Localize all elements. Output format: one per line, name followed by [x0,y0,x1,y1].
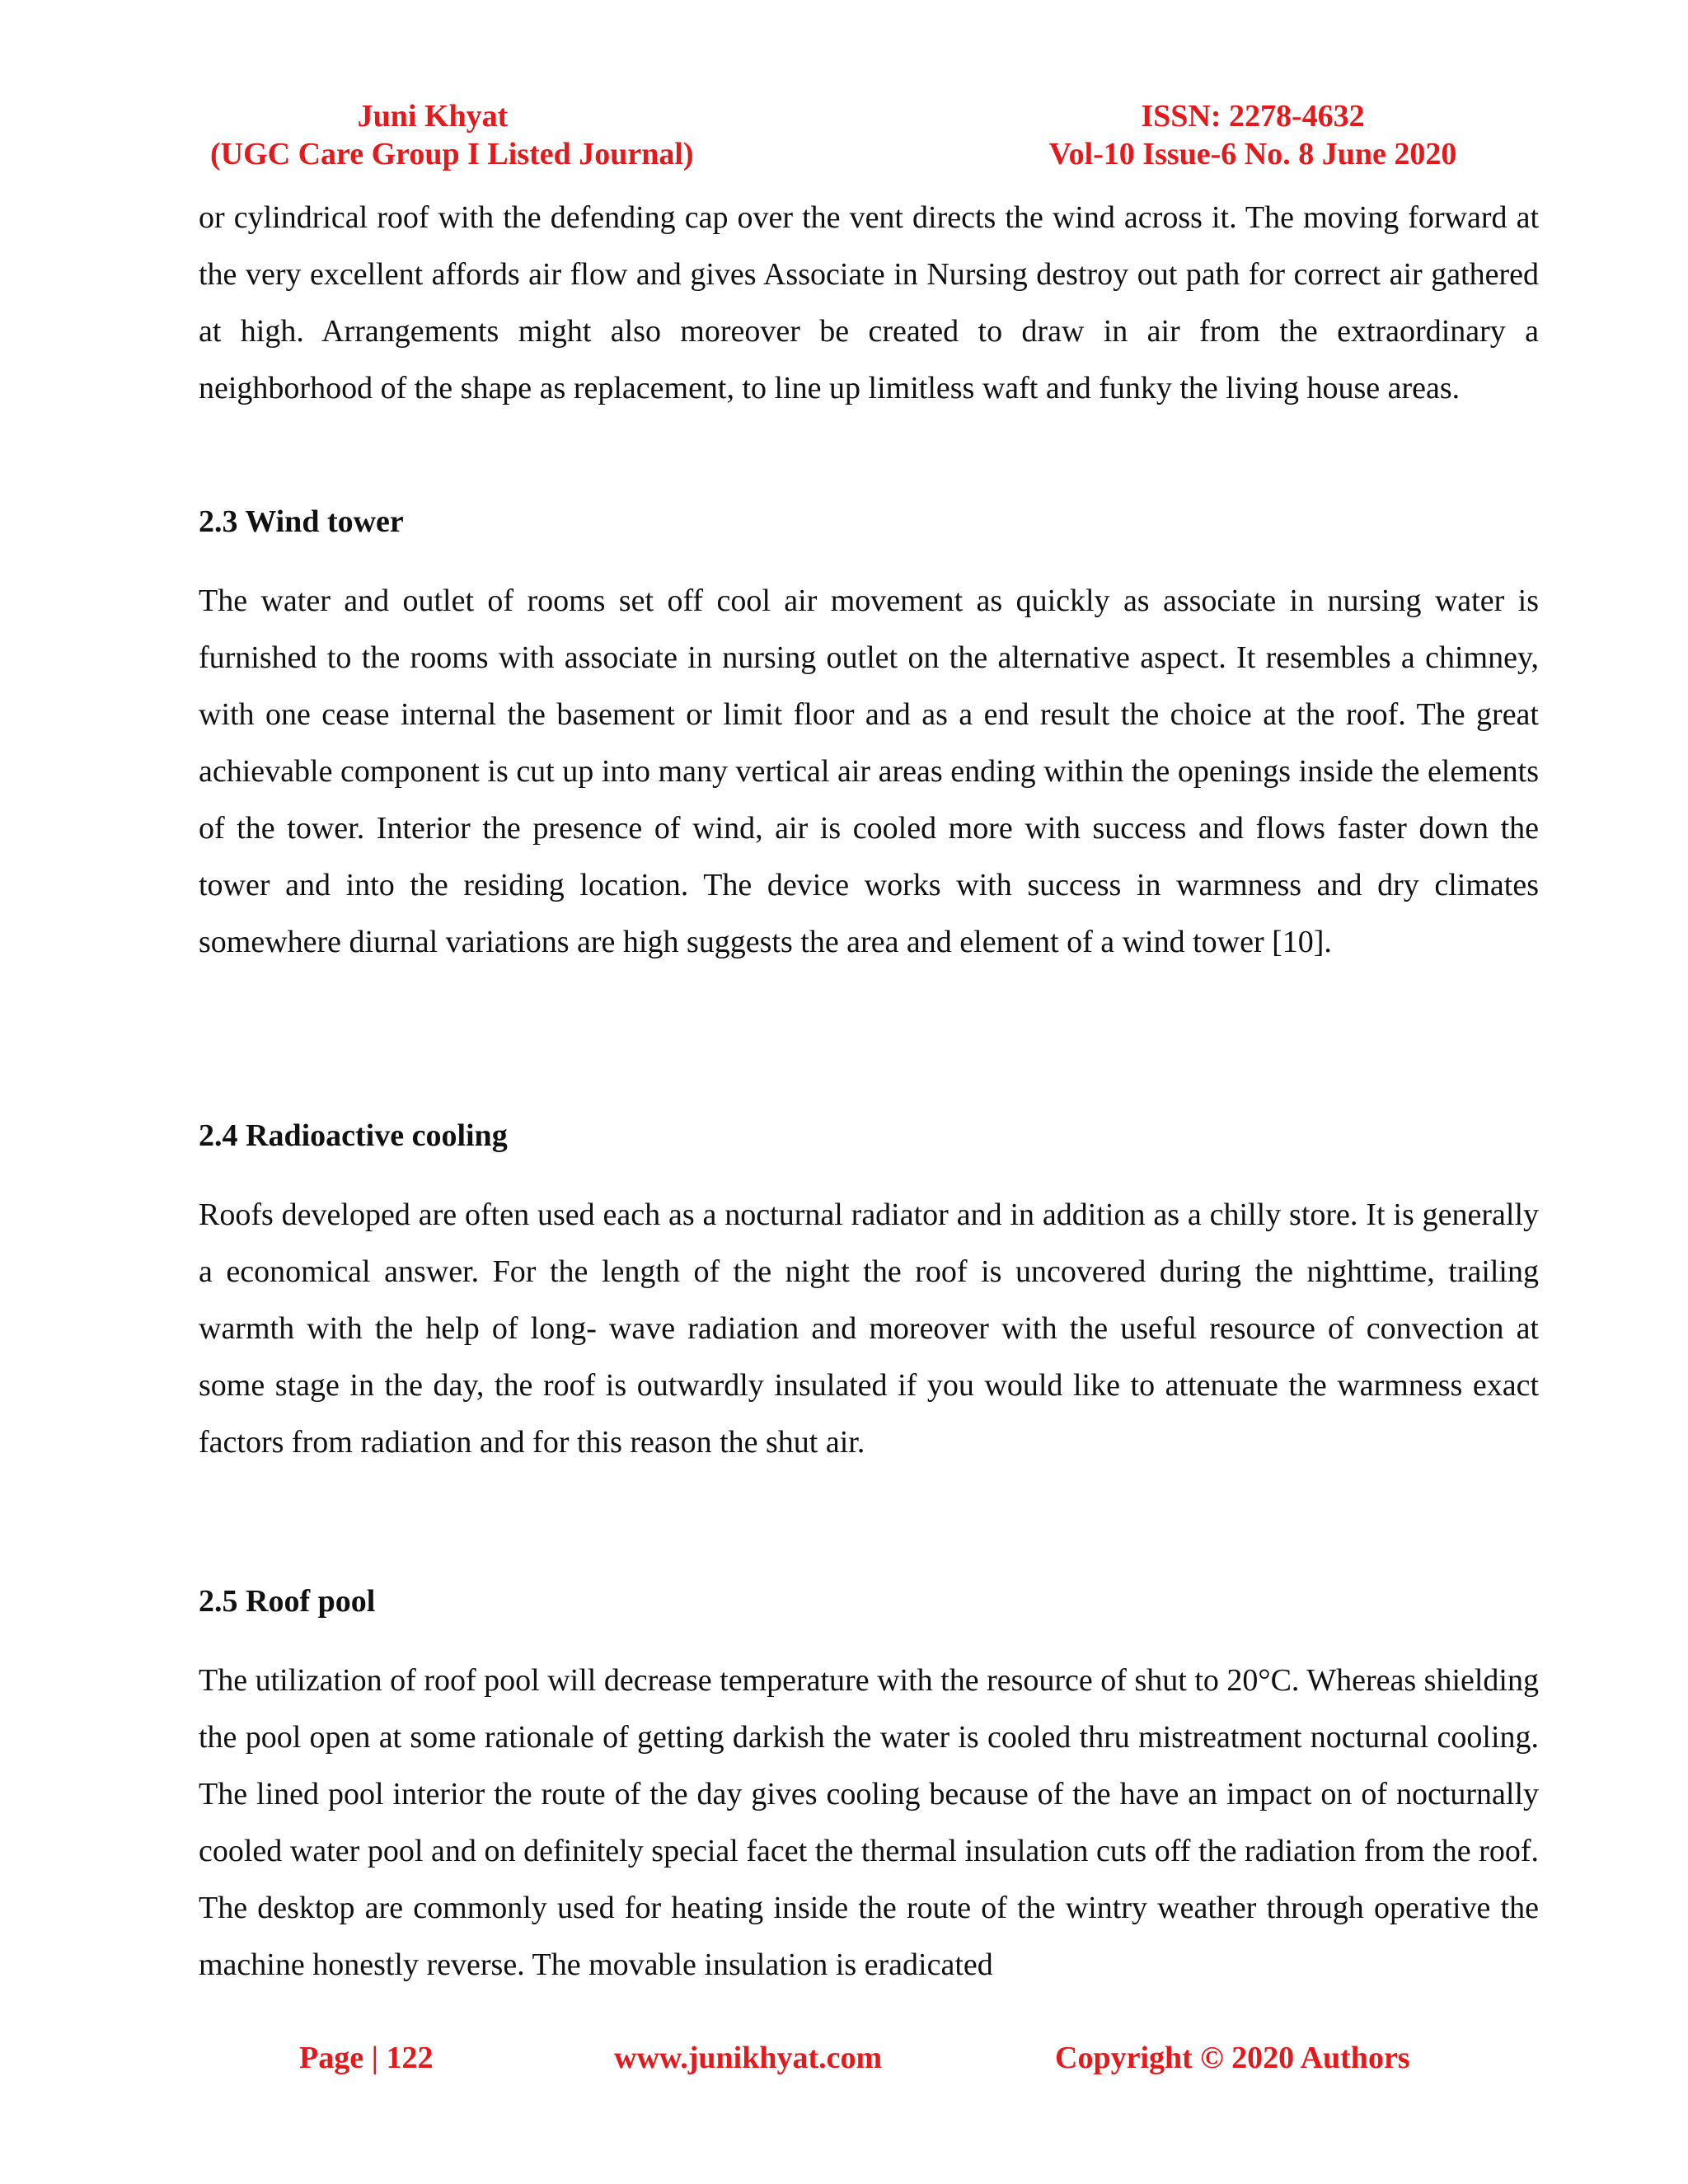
intro-paragraph: or cylindrical roof with the defending cap over the vent directs the wind across it. The moving forward at the very excellent affords air flow and gives Associate in Nursing destroy out path for correct air gathered at high. Arrangements might also moreover be created to draw in air from the extraordinary a neighborhood of the shape as replacement, to line up limitless waft and funky the living house areas. [199,200,1539,405]
wind-tower-paragraph: The water and outlet of rooms set off cool air movement as quickly as associate in nursing water is furnished to the rooms with associate in nursing outlet on the alternative aspect. It resembles a chimney, with one cease internal the basement or limit floor and as a end result the choice at the roof. The great achievable component is cut up into many vertical air areas ending within the openings inside the elements of the tower. Interior the presence of wind, air is cooled more with success and flows faster down the tower and into the residing location. The device works with success in warmness and dry climates somewhere diurnal variations are high suggests the area and element of a wind tower [10]. [199,583,1539,959]
journal-header-right [1018,97,1488,173]
radioactive-cooling-paragraph: Roofs developed are often used each as a nocturnal radiator and in addition as a chilly store. It is generally a economical answer. For the length of the night the roof is uncovered during the nighttime, trailing warmth with the help of long- wave radiation and moreover with the useful resource of convection at some stage in the day, the roof is outwardly insulated if you would like to attenuate the warmness exact factors from radiation and for this reason the shut air. [199,1197,1539,1460]
journal-issue: Vol-10 Issue-6 No. 8 June 2020 [1048,137,1457,171]
footer-copyright: Copyright © 2020 Authors [1055,2041,1410,2075]
journal-subtitle: (UGC Care Group I Listed Journal) [210,137,694,171]
journal-name: Juni Khyat [357,99,509,134]
journal-issn: ISSN: 2278-4632 [1141,99,1365,134]
section-heading-wind-tower: 2.3 Wind tower [199,504,404,539]
section-heading-radioactive-cooling: 2.4 Radioactive cooling [199,1118,508,1153]
footer-page-number: Page | 122 [299,2041,434,2075]
journal-header-left [210,97,694,173]
footer-website-link[interactable]: www.junikhyat.com [614,2041,883,2075]
section-heading-roof-pool: 2.5 Roof pool [199,1584,376,1619]
roof-pool-paragraph: The utilization of roof pool will decrease temperature with the resource of shut to 20°C. Whereas shielding the pool open at some rationale of getting darkish the water is cooled thru mistreatment nocturnal cooling. The lined pool interior the route of the day gives cooling because of the have an impact on of nocturnally cooled water pool and on definitely special facet the thermal insulation cuts off the radiation from the roof. The desktop are commonly used for heating inside the route of the wintry weather through operative the machine honestly reverse. The movable insulation is eradicated [199,1663,1539,1982]
